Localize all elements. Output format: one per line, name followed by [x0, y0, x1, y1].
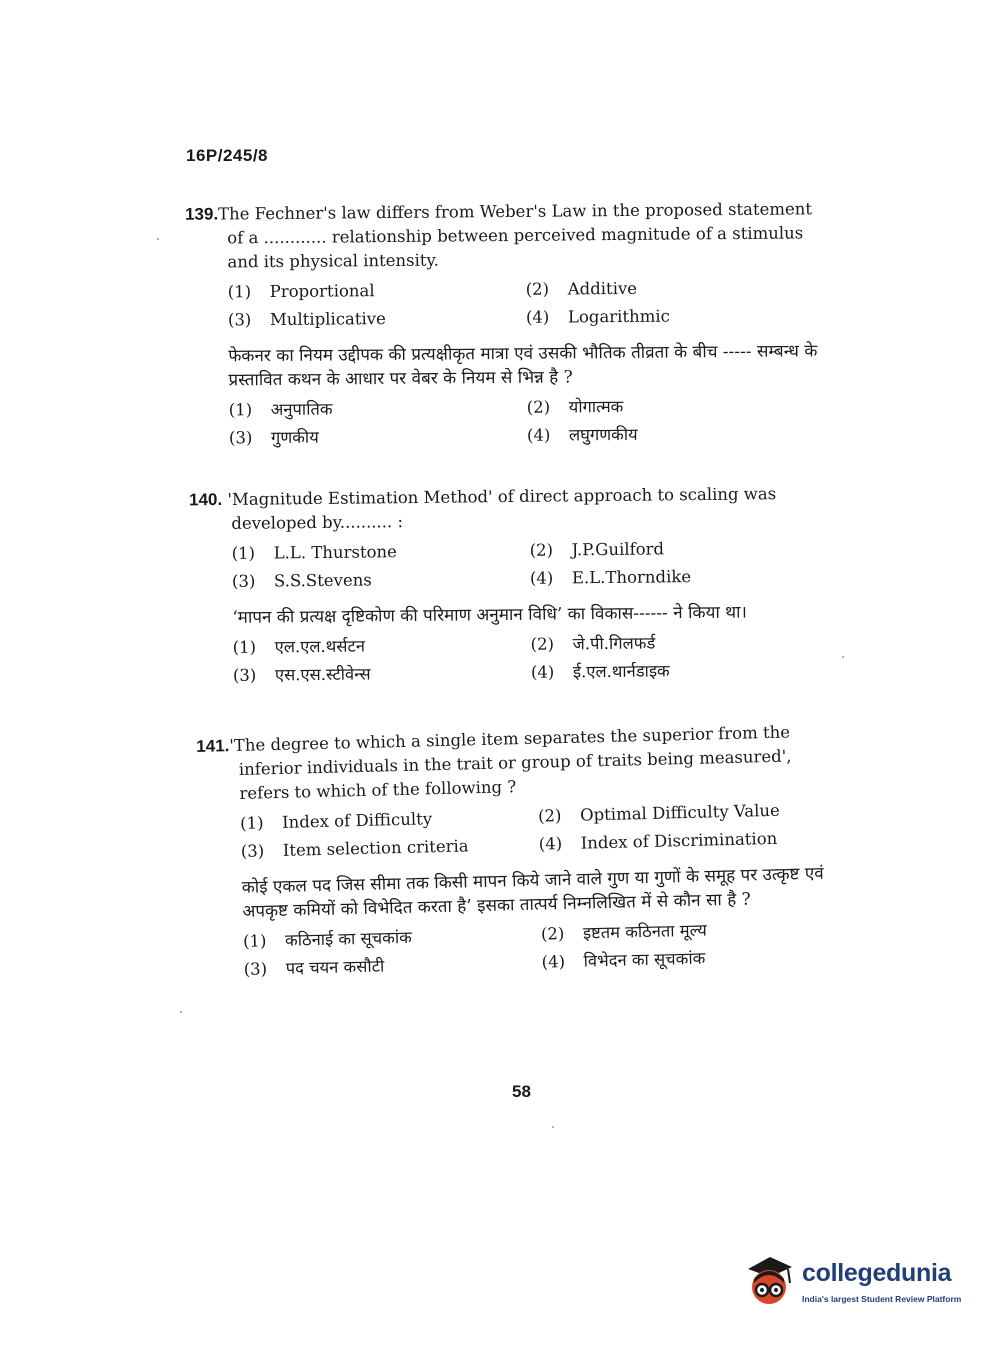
- question-number: 139.: [184, 204, 219, 224]
- option-text: E.L.Thorndike: [571, 567, 692, 588]
- scan-speck: [180, 1011, 182, 1013]
- question-body: 'Magnitude Estimation Method' of direct approach to scaling was developed by.......... :: [227, 484, 777, 533]
- question-text-hindi: फेकनर का नियम उद्दीपक की प्रत्यक्षीकृत मात्रा एवं उसकी भौतिक तीव्रता के बीच ----- सम्बन्ध के प्रस्तावित कथन के आधार पर वेबर के नियम से भिन्न है ?: [228, 341, 818, 391]
- option: [541, 943, 841, 974]
- option: [228, 278, 526, 305]
- option-number: (4): [529, 568, 554, 588]
- option-number: (4): [538, 834, 563, 854]
- logo-wordmark: collegedunia: [802, 1259, 952, 1287]
- scan-speck: [552, 1126, 554, 1128]
- option-text: Proportional: [269, 281, 375, 302]
- option-number: (3): [243, 959, 268, 979]
- options-hindi: [229, 393, 827, 450]
- question-139: [185, 197, 827, 451]
- option-text: J.P.Guilford: [571, 539, 665, 560]
- option: [530, 564, 830, 591]
- question-141: [196, 719, 842, 983]
- option-text: S.S.Stevens: [273, 570, 372, 591]
- options-hindi: [243, 915, 842, 982]
- question-text: [196, 719, 838, 807]
- option-text: एस.एस.स्टीवेन्स: [274, 664, 371, 685]
- options-english: [240, 797, 839, 864]
- option: [241, 833, 539, 864]
- option-number: (2): [526, 397, 551, 417]
- scan-speck: [842, 656, 844, 658]
- option: [229, 424, 527, 451]
- option: [233, 661, 531, 688]
- option: [527, 421, 827, 448]
- option: [243, 951, 541, 982]
- option-text: विभेदन का सूचकांक: [583, 948, 706, 971]
- option-number: (2): [529, 540, 554, 560]
- option-text: ई.एल.थार्नडाइक: [572, 661, 670, 682]
- question-140: [189, 482, 831, 689]
- option-text: Multiplicative: [269, 309, 386, 330]
- logo-tagline: India's largest Student Review Platform: [802, 1294, 962, 1304]
- option: [228, 306, 526, 333]
- option-text: इष्टतम कठिनता मूल्य: [582, 920, 708, 943]
- question-text: [185, 197, 826, 275]
- option: [538, 825, 838, 856]
- option-number: (1): [239, 813, 264, 833]
- option-text: Index of Difficulty: [281, 809, 433, 832]
- question-body: 'The degree to which a single item separates the superior from the inferior individuals in the trait or group of traits being measured', refers to which of the following ?: [229, 722, 792, 803]
- option-number: (1): [228, 400, 253, 420]
- option: [233, 633, 531, 660]
- page-number: 58: [512, 1082, 531, 1101]
- scan-speck: [157, 238, 159, 240]
- option-number: (4): [541, 952, 566, 972]
- option-number: (2): [540, 924, 565, 944]
- option-number: (2): [537, 806, 562, 826]
- paper-code: 16P/245/8: [186, 146, 269, 165]
- option: [232, 567, 530, 594]
- option-number: (3): [232, 665, 257, 685]
- option-text: लघुगणकीय: [568, 424, 638, 445]
- option: [232, 539, 530, 566]
- option: [527, 393, 827, 420]
- option: [526, 303, 826, 330]
- option-text: कठिनाई का सूचकांक: [284, 927, 412, 950]
- option-text: गुणकीय: [270, 427, 319, 448]
- question-text-hindi: ‘मापन की प्रत्यक्ष दृष्टिकोण की परिमाण अनुमान विधि’ का विकास------ ने किया था।: [232, 602, 748, 628]
- question-text-hindi: कोई एकल पद जिस सीमा तक किसी मापन किये जाने वाले गुण या गुणों के समूह पर उत्कृष्ट एवं अपकृष्ट कमियों को विभेदित करता है’ इसका तात्पर्य निम्नलिखित में से कौन सा है ?: [241, 863, 824, 922]
- question-body: The Fechner's law differs from Weber's Law in the proposed statement of a ............ relationship between perceived magnitude of a stimulus and its physical intensity.: [218, 199, 813, 272]
- option-text: जे.पी.गिलफर्ड: [572, 633, 656, 654]
- option-text: Optimal Difficulty Value: [579, 800, 781, 825]
- option-number: (3): [240, 841, 265, 861]
- option-text: Index of Discrimination: [580, 828, 778, 853]
- question-text: [189, 482, 829, 537]
- option-text: L.L. Thurstone: [273, 542, 397, 563]
- option-text: एल.एल.थर्सटन: [274, 636, 366, 657]
- option-number: (4): [525, 307, 550, 327]
- option-text: अनुपातिक: [270, 399, 333, 420]
- option: [530, 536, 830, 563]
- option: [531, 658, 831, 685]
- option: [538, 797, 838, 828]
- option: [531, 630, 831, 657]
- option-number: (1): [231, 543, 256, 563]
- option-number: (3): [227, 310, 252, 330]
- option-number: (2): [530, 634, 555, 654]
- option: [526, 275, 826, 302]
- option: [229, 396, 527, 423]
- options-english: [232, 536, 831, 594]
- option-number: (1): [232, 637, 257, 657]
- option-number: (4): [530, 662, 555, 682]
- option: [541, 915, 841, 946]
- options-hindi: [233, 630, 832, 688]
- collegedunia-logo: [742, 1253, 972, 1315]
- option-text: Item selection criteria: [282, 836, 469, 860]
- question-number: 140.: [188, 490, 223, 510]
- option-text: पद चयन कसौटी: [285, 956, 385, 978]
- option-number: (3): [231, 571, 256, 591]
- question-number: 141.: [196, 736, 230, 756]
- mascot-icon: [742, 1253, 796, 1311]
- option: [240, 805, 538, 836]
- option-number: (1): [242, 931, 267, 951]
- options-english: [228, 275, 826, 332]
- option-number: (4): [526, 425, 551, 445]
- option-text: Logarithmic: [567, 306, 670, 327]
- option: [243, 923, 541, 954]
- option-number: (2): [525, 279, 550, 299]
- option-number: (3): [228, 428, 253, 448]
- option-text: योगात्मक: [568, 396, 624, 417]
- option-number: (1): [227, 282, 252, 302]
- option-text: Additive: [567, 278, 638, 299]
